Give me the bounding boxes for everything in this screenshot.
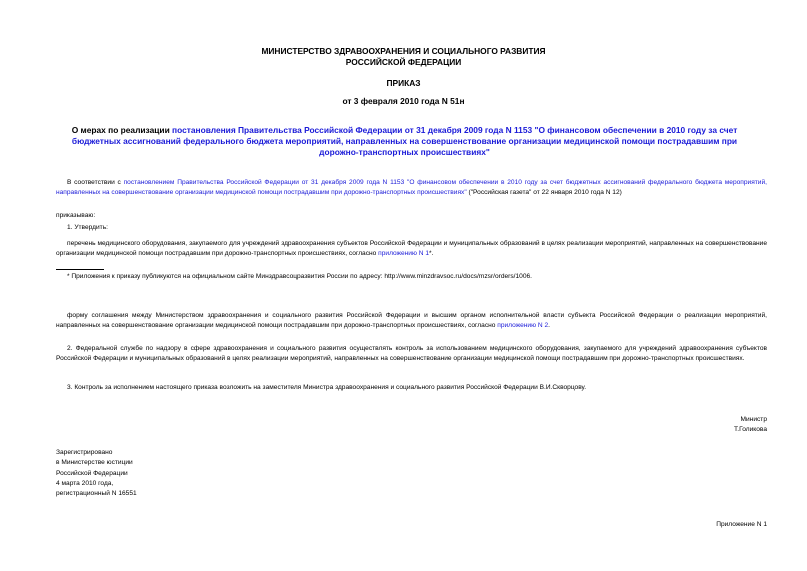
title-resolution-link[interactable]: постановления Правительства Российской Федерации от 31 декабря 2009 года N 1153 "О финансовом обеспечении в 2010 году за счет бюджетных ассигнований федерального бюджета мероприятий, направленных на совершенствование организации медицинской помощи пострадавшим при дорожно-транспортных происшествиях": [71, 125, 738, 157]
doc-date: от 3 февраля 2010 года N 51н: [342, 96, 465, 106]
doc-type: ПРИКАЗ: [386, 78, 421, 88]
registration-line5: регистрационный N 16551: [56, 490, 137, 498]
ministry-line2: РОССИЙСКОЙ ФЕДЕРАЦИИ: [345, 56, 462, 67]
ministry-line1: МИНИСТЕРСТВО ЗДРАВООХРАНЕНИЯ И СОЦИАЛЬНОГО РАЗВИТИЯ: [261, 46, 546, 56]
item1b-end: .: [548, 322, 550, 330]
item1-equipment-list-paragraph: [56, 239, 767, 260]
item3-paragraph: 3. Контроль за исполнением настоящего приказа возложить на заместителя Министра здравоохранения и социального развития Российской Федерации В.И.Скворцову.: [67, 384, 587, 391]
signature-position: Министр: [740, 416, 767, 423]
document-title: [52, 125, 757, 158]
registration-line4: 4 марта 2010 года,: [56, 479, 114, 487]
appendix1-link[interactable]: приложению N 1: [378, 250, 430, 258]
preamble-suffix: ("Российская газета" от 22 января 2010 года N 12): [466, 189, 622, 197]
item2-paragraph: 2. Федеральной службе по надзору в сфере здравоохранения и социального развития осуществлять контроль за использованием медицинского оборудования, закупаемого для учреждений здравоохранения субъектов Российской Федерации и муниципальных образований в целях реализации мероприятий, направленных на совершенствование организации медицинской помощи пострадавшим при дорожно-транспортных происшествиях.: [56, 345, 767, 363]
registration-line2: в Министерстве юстиции: [56, 459, 133, 467]
footnote-divider: [56, 269, 104, 270]
ministry-header: [0, 46, 807, 67]
registration-line3: Российской Федерации: [56, 469, 128, 477]
preamble-paragraph: [56, 178, 767, 199]
signature-name: Т.Голикова: [733, 426, 767, 434]
item1b-text: форму соглашения между Министерством здравоохранения и социального развития Российской Федерации и высшим органом исполнительной власти субъекта Российской Федерации о реализации мероприятий, направленных на совершенствование организации медицинской помощи пострадавшим при дорожно-транспортных происшествиях, согласно: [56, 312, 767, 330]
preamble-prefix: В соответствии с: [67, 179, 124, 186]
preamble-resolution-link[interactable]: постановлением Правительства Российской Федерации от 31 декабря 2009 года N 1153 "О финансовом обеспечении в 2010 году за счет бюджетных ассигнований федерального бюджета мероприятий, направленных на совершенствование организации медицинской помощи пострадавшим при дорожно-транспортных происшествиях": [56, 179, 768, 197]
item1-text: перечень медицинского оборудования, закупаемого для учреждений здравоохранения субъектов Российской Федерации и муниципальных образований в целях реализации мероприятий, направленных на совершенствование организации медицинской помощи пострадавшим при дорожно-транспортных происшествиях, согласно: [56, 240, 767, 258]
footnote: * Приложения к приказу публикуются на официальном сайте Минздравсоцразвития России по адресу: http://www.minzdravsoc.ru/docs/mzsr/orders/1006.: [67, 273, 533, 280]
item1-title: 1. Утвердить:: [67, 224, 108, 231]
appendix2-link[interactable]: приложению N 2: [497, 322, 549, 330]
title-prefix: О мерах по реализации: [71, 125, 173, 135]
signature-block: [734, 415, 767, 436]
registration-block: [56, 448, 137, 499]
appendix-label: Приложение N 1: [716, 521, 767, 528]
order-word: приказываю:: [56, 212, 96, 219]
item1-end: *.: [429, 250, 434, 258]
item1-agreement-form-paragraph: [56, 311, 767, 332]
registration-line1: Зарегистрировано: [56, 449, 113, 456]
